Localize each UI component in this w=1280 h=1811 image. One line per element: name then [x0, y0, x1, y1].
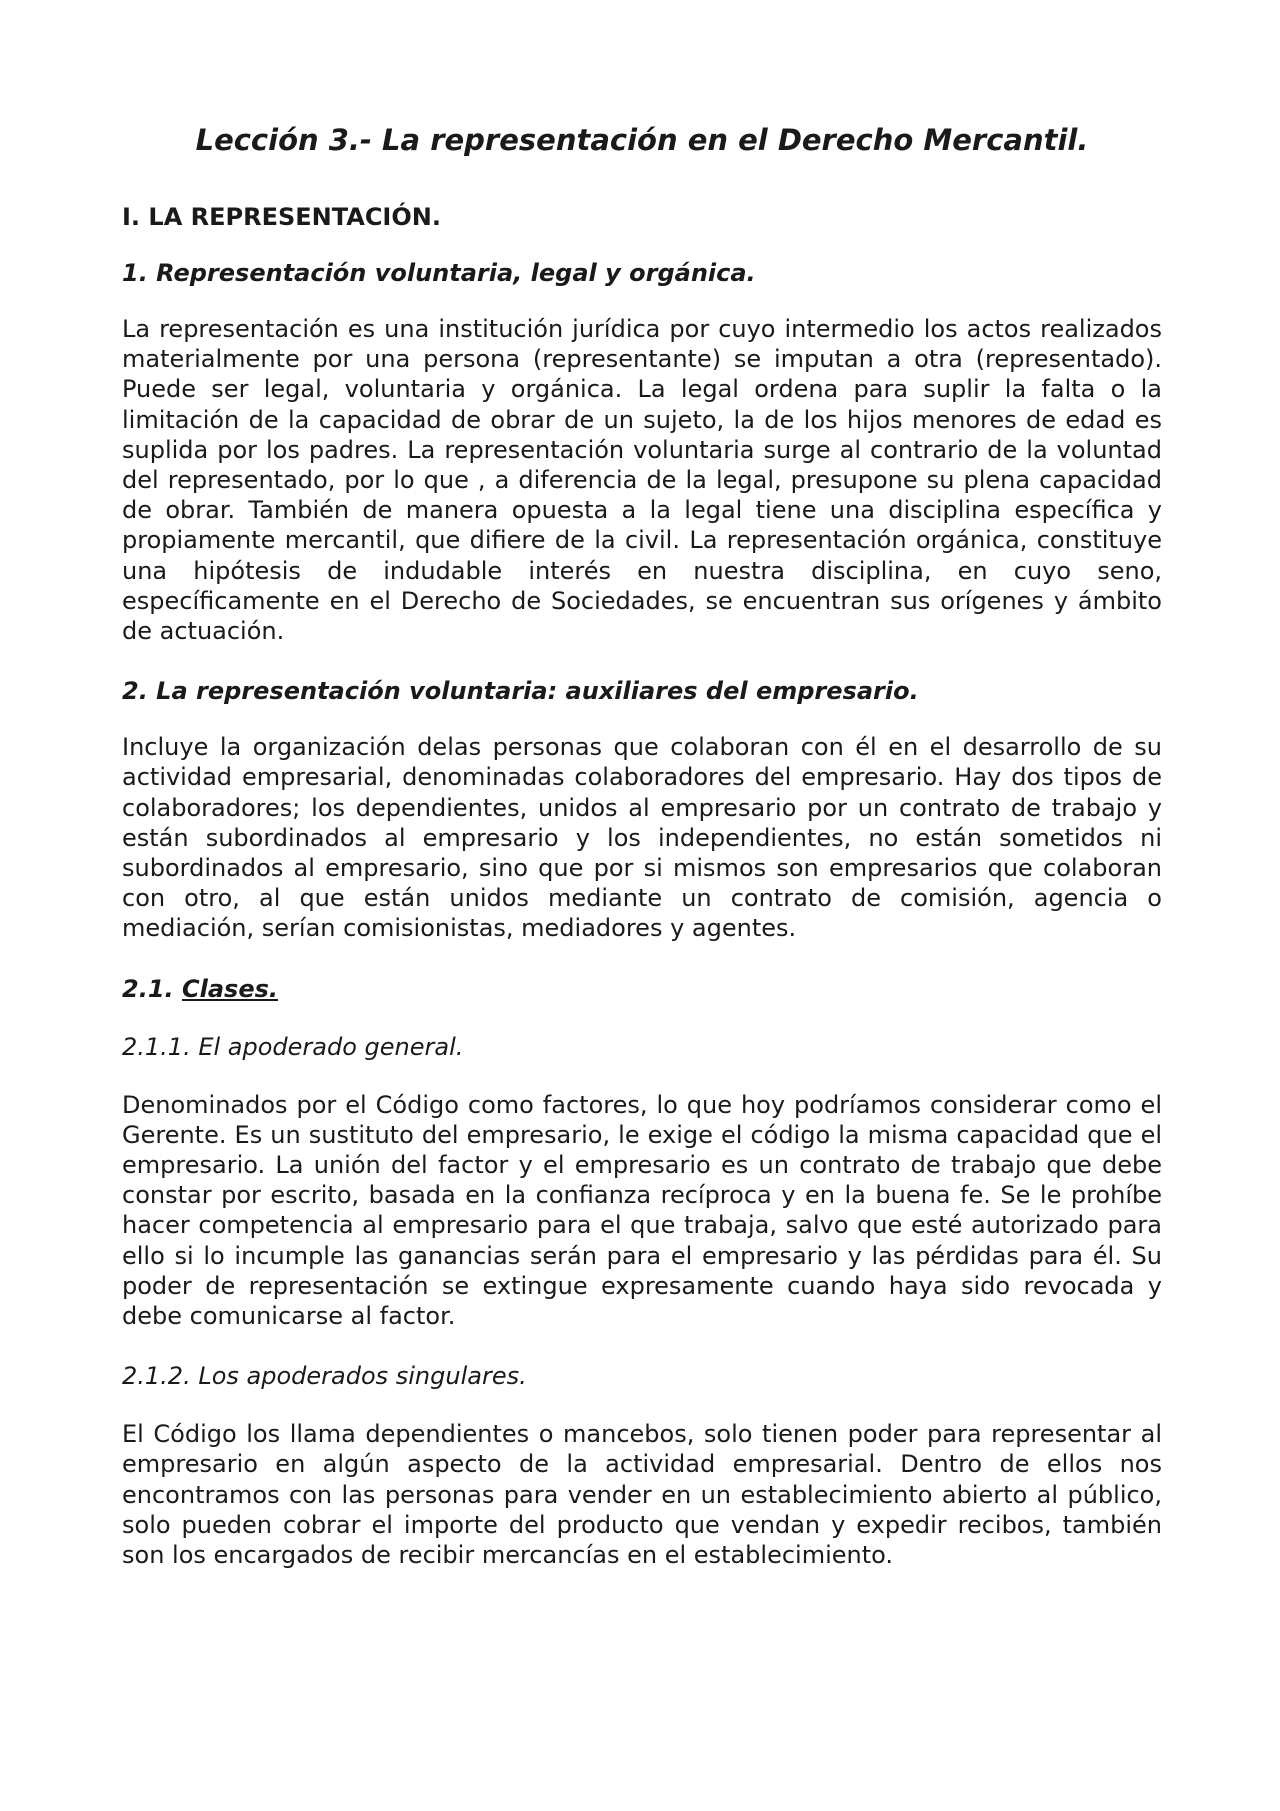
subsection-heading-2: 2. La representación voluntaria: auxiliares del empresario.	[122, 677, 919, 706]
subsection-number: 2.1.	[122, 974, 174, 1003]
document-page	[122, 118, 1162, 1600]
paragraph-representacion: La representación es una institución jurídica por cuyo intermedio los actos realizados materialmente por una persona (representante) se imputan a otra (representado). Puede ser legal, voluntaria y orgánica. La legal ordena para suplir la falta o la limitación de la capacidad de obrar de un sujeto, la de los hijos menores de edad es suplida por los padres. La representación voluntaria surge al contrario de la voluntad del representado, por lo que , a diferencia de la legal, presupone su plena capacidad de obrar. También de manera opuesta a la legal tiene una disciplina específica y propiamente mercantil, que difiere de la civil. La representación orgánica, constituye una hipótesis de indudable interés en nuestra disciplina, en cuyo seno, específicamente en el Derecho de Sociedades, se encuentran sus orígenes y ámbito de actuación.	[122, 315, 1162, 646]
subsection-heading-2-1	[122, 974, 1162, 1004]
paragraph-apoderado-general: Denominados por el Código como factores, lo que hoy podríamos considerar como el Gerente. Es un sustituto del empresario, le exige el código la misma capacidad que el empresario. La unión del factor y el empresario es un contrato de trabajo que debe constar por escrito, basada en la confianza recíproca y en la buena fe. Se le prohíbe hacer competencia al empresario para el que trabaja, salvo que esté autorizado para ello si lo incumple las ganancias serán para el empresario y las pérdidas para él. Su poder de representación se extingue expresamente cuando haya sido revocada y debe comunicarse al factor.	[122, 1090, 1162, 1331]
section-heading-representacion: I. LA REPRESENTACIÓN.	[122, 203, 441, 231]
paragraph-apoderados-singulares: El Código los llama dependientes o mancebos, solo tienen poder para representar al empresario en algún aspecto de la actividad empresarial. Dentro de ellos nos encontramos con las personas para vender en un establecimiento abierto al público, solo pueden cobrar el importe del producto que vendan y expedir recibos, también son los encargados de recibir mercancías en el establecimiento.	[122, 1420, 1162, 1570]
subsection-heading-2-1-1: 2.1.1. El apoderado general.	[122, 1032, 464, 1061]
subsection-heading-1: 1. Representación voluntaria, legal y orgánica.	[122, 259, 756, 287]
subsection-heading-2-1-2: 2.1.2. Los apoderados singulares.	[122, 1362, 527, 1391]
paragraph-auxiliares: Incluye la organización delas personas que colaboran con él en el desarrollo de su actividad empresarial, denominadas colaboradores del empresario. Hay dos tipos de colaboradores; los dependientes, unidos al empresario por un contrato de trabajo y están subordinados al empresario y los independientes, no están sometidos ni subordinados al empresario, sino que por si mismos son empresarios que colaboran con otro, al que están unidos mediante un contrato de comisión, agencia o mediación, serían comisionistas, mediadores y agentes.	[122, 733, 1162, 943]
subsection-label-clases: Clases.	[182, 974, 278, 1003]
document-title: Lección 3.- La representación en el Derecho Mercantil.	[195, 123, 1089, 157]
